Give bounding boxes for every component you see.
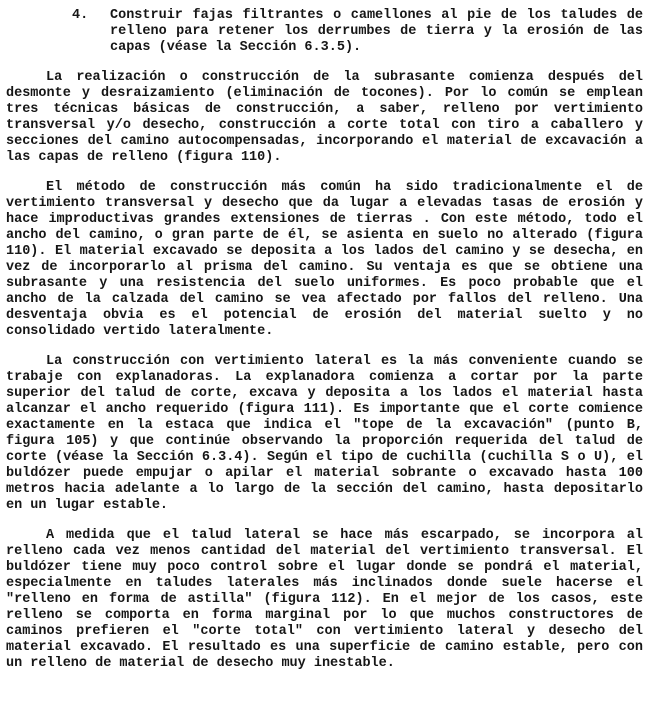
list-item-number: 4. bbox=[72, 8, 89, 23]
numbered-list-item bbox=[6, 8, 643, 56]
list-item-text: Construir fajas filtrantes o camellones al pie de los taludes de relleno para retener los derrumbes de tierra y la erosión de las capas (véase la Sección 6.3.5). bbox=[110, 8, 643, 55]
paragraph: La realización o construcción de la subrasante comienza después del desmonte y desraizamiento (eliminación de tocones). Por lo común se emplean tres técnicas básicas de construcción, a saber, relleno por vertimiento transversal y/o desecho, construcción a corte total con tiro a caballero y secciones del camino autocompensadas, incorporando el material de excavación a las capas de relleno (figura 110). bbox=[6, 70, 643, 165]
paragraph: La construcción con vertimiento lateral es la más conveniente cuando se trabaje con explanadoras. La explanadora comienza a cortar por la parte superior del talud de corte, excava y deposita a los lados el material hasta alcanzar el ancho requerido (figura 111). Es importante que el corte comience exactamente en la estaca que indica el "tope de la excavación" (punto B, figura 105) y que continúe observando la proporción requerida del talud de corte (véase la Sección 6.3.4). Según el tipo de cuchilla (cuchilla S o U), el buldózer puede empujar o apilar el material sobrante o excavado hasta 100 metros hacia adelante a lo largo de la sección del camino, hasta depositarlo en un lugar estable. bbox=[6, 354, 643, 513]
paragraph: A medida que el talud lateral se hace más escarpado, se incorpora al relleno cada vez menos cantidad del material del vertimiento transversal. El buldózer tiene muy poco control sobre el lugar donde se pondrá el material, especialmente en taludes laterales más inclinados donde suele hacerse el "relleno en forma de astilla" (figura 112). En el mejor de los casos, este relleno se comporta en forma marginal por lo que muchos constructores de caminos prefieren el "corte total" con vertimiento lateral y desecho del material excavado. El resultado es una superficie de camino estable, pero con un relleno de material de desecho muy inestable. bbox=[6, 528, 643, 671]
paragraph: El método de construcción más común ha sido tradicionalmente el de vertimiento transversal y desecho que da lugar a elevadas tasas de erosión y hace improductivas grandes extensiones de tierras . Con este método, todo el ancho del camino, o gran parte de él, se asienta en suelo no alterado (figura 110). El material excavado se deposita a los lados del camino y se desecha, en vez de incorporarlo al prisma del camino. Su ventaja es que se obtiene una subrasante y una resistencia del suelo uniformes. Es poco probable que el ancho de la calzada del camino se vea afectado por fallos del relleno. Una desventaja obvia es el potencial de erosión del material suelto y no consolidado vertido lateralmente. bbox=[6, 180, 643, 339]
